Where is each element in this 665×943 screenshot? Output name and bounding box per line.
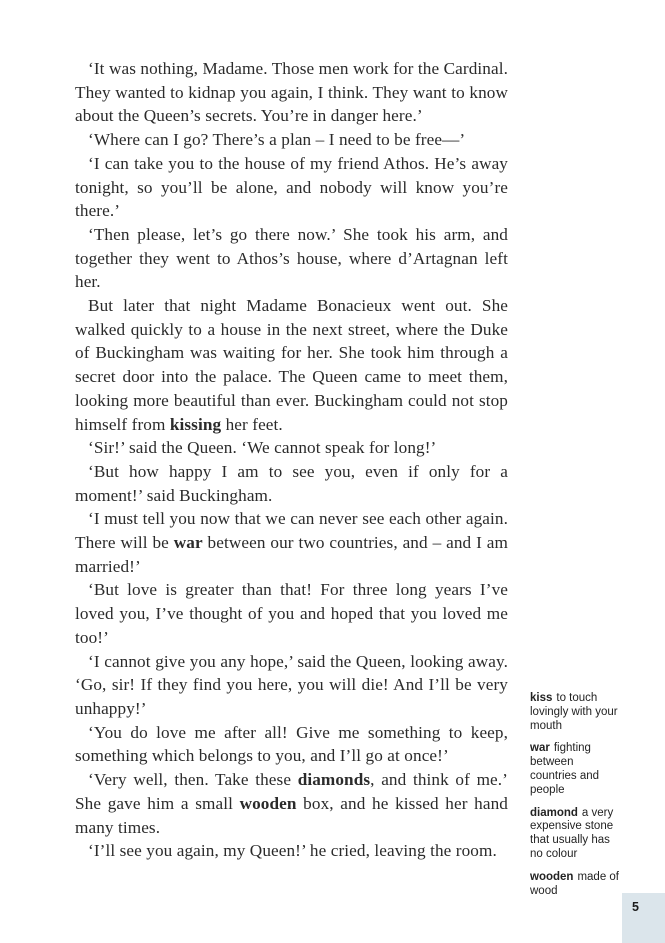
paragraph: But later that night Madame Bonacieux went out. She walked quickly to a house in the next street, where the Duke of Buckingham was waiting for her. She took him through a secret door into the palace. The Queen came to meet them, looking more beautiful than ever. Buckingham could not stop himself from kissing her feet. bbox=[75, 296, 508, 434]
paragraph: ‘I cannot give you any hope,’ said the Queen, looking away. ‘Go, sir! If they find you here, you will die! And I’ll be very unhappy!’ bbox=[75, 651, 508, 718]
page-number-box bbox=[622, 893, 665, 943]
paragraph: ‘I can take you to the house of my friend Athos. He’s away tonight, so you’ll be alone, and nobody will know you’re there.’ bbox=[75, 153, 508, 221]
glossary-term: war bbox=[530, 742, 550, 755]
glossary-entry: wooden made of wood bbox=[530, 870, 620, 897]
glossary-entry: kiss to touch lovingly with your mouth bbox=[530, 692, 618, 732]
glossary-term: wooden bbox=[530, 870, 574, 883]
glossary-term: kiss bbox=[530, 692, 553, 704]
paragraph: ‘I’ll see you again, my Queen!’ he cried, leaving the room. bbox=[88, 841, 497, 861]
paragraph: ‘But love is greater than that! For three long years I’ve loved you, I’ve thought of you and hoped that you loved me too!’ bbox=[75, 580, 508, 647]
glossary-term-inline: diamonds bbox=[297, 770, 371, 790]
paragraph: ‘Very well, then. Take these diamonds, and think of me.’ She gave him a small wooden box, and he kissed her hand many times. bbox=[75, 770, 508, 837]
paragraph: ‘Then please, let’s go there now.’ She took his arm, and together they went to Athos’s house, where d’Artagnan left her. bbox=[75, 224, 508, 292]
glossary-term: diamond bbox=[530, 806, 578, 819]
page-number: 5 bbox=[632, 900, 639, 914]
paragraph: ‘I must tell you now that we can never see each other again. There will be war between our two countries, and – and I am married!’ bbox=[75, 509, 508, 576]
glossary-entry: diamond a very expensive stone that usually has no colour bbox=[530, 806, 614, 860]
paragraph: ‘It was nothing, Madame. Those men work for the Cardinal. They wanted to kidnap you again, I think. They want to know about the Queen’s secrets. You’re in danger here.’ bbox=[75, 59, 508, 126]
glossary-term-inline: wooden bbox=[239, 793, 297, 813]
paragraph: ‘Sir!’ said the Queen. ‘We cannot speak for long!’ bbox=[88, 438, 437, 458]
paragraph: ‘But how happy I am to see you, even if only for a moment!’ said Buckingham. bbox=[75, 461, 508, 505]
glossary-entry: war fighting between countries and people bbox=[530, 742, 600, 796]
paragraph: ‘Where can I go? There’s a plan – I need to be free—’ bbox=[88, 130, 466, 150]
story-text bbox=[75, 57, 508, 863]
glossary-term-inline: kissing bbox=[169, 414, 222, 434]
glossary-sidebar bbox=[530, 692, 623, 907]
paragraph: ‘You do love me after all! Give me something to keep, something which belongs to you, and I’ll go at once!’ bbox=[75, 722, 508, 766]
glossary-term-inline: war bbox=[173, 533, 203, 553]
